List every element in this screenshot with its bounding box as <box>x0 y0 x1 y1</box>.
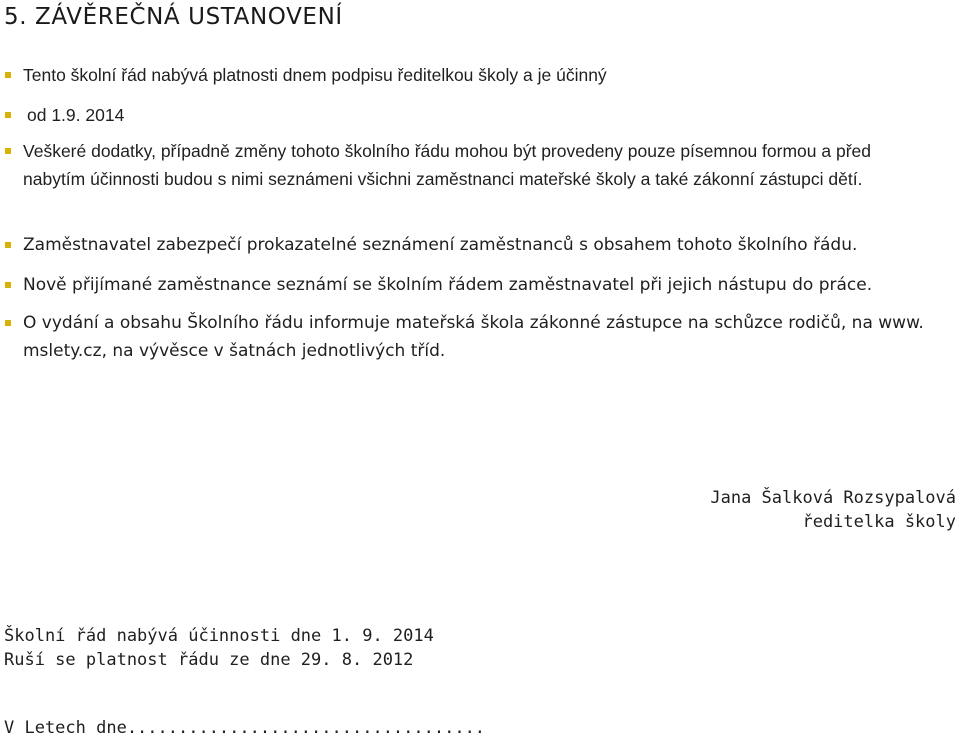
signatory-name: Jana Šalková Rozsypalová <box>710 488 956 508</box>
place-date-line: V Letech dne................................... <box>4 718 486 738</box>
list-item-text: Zaměstnavatel zabezpečí prokazatelné seznámení zaměstnanců s obsahem tohoto školního řádu. <box>23 235 858 255</box>
bullet-square-icon <box>5 148 11 154</box>
bullet-square-icon <box>5 112 11 118</box>
list-item <box>27 101 957 129</box>
effective-date-note: Školní řád nabývá účinnosti dne 1. 9. 2014 <box>4 626 434 646</box>
list-item-text: Tento školní řád nabývá platnosti dnem podpisu ředitelkou školy a je účinný <box>23 65 607 85</box>
list-item <box>23 61 953 89</box>
list-item-text: Nově přijímané zaměstnance seznámí se školním řádem zaměstnavatel při jejich nástupu do práce. <box>23 275 873 295</box>
list-item-text: Veškeré dodatky, případně změny tohoto školního řádu mohou být provedeny pouze písemnou formou a před nabytím účinnosti budou s nimi seznámeni všichni zaměstnanci mateřské školy a také zákonní zástupci dětí. <box>23 141 871 189</box>
list-item <box>23 271 953 299</box>
section-heading: 5. ZÁVĚREČNÁ USTANOVENÍ <box>4 4 343 30</box>
signature-block <box>710 486 956 534</box>
bullet-square-icon <box>5 72 11 78</box>
signatory-title: ředitelka školy <box>802 512 956 532</box>
list-item-text: O vydání a obsahu Školního řádu informuje mateřská škola zákonné zástupce na schůzce rodičů, na www. mslety.cz, na vývěsce v šatnách jednotlivých tříd. <box>23 313 924 361</box>
list-item <box>23 309 948 365</box>
bullet-square-icon <box>5 320 11 326</box>
bullet-square-icon <box>5 282 11 288</box>
list-item <box>23 137 923 193</box>
list-item <box>23 231 953 259</box>
list-item-text: od 1.9. 2014 <box>27 105 125 125</box>
validity-notes <box>4 624 434 672</box>
repeal-note: Ruší se platnost řádu ze dne 29. 8. 2012 <box>4 650 414 670</box>
bullet-square-icon <box>5 242 11 248</box>
